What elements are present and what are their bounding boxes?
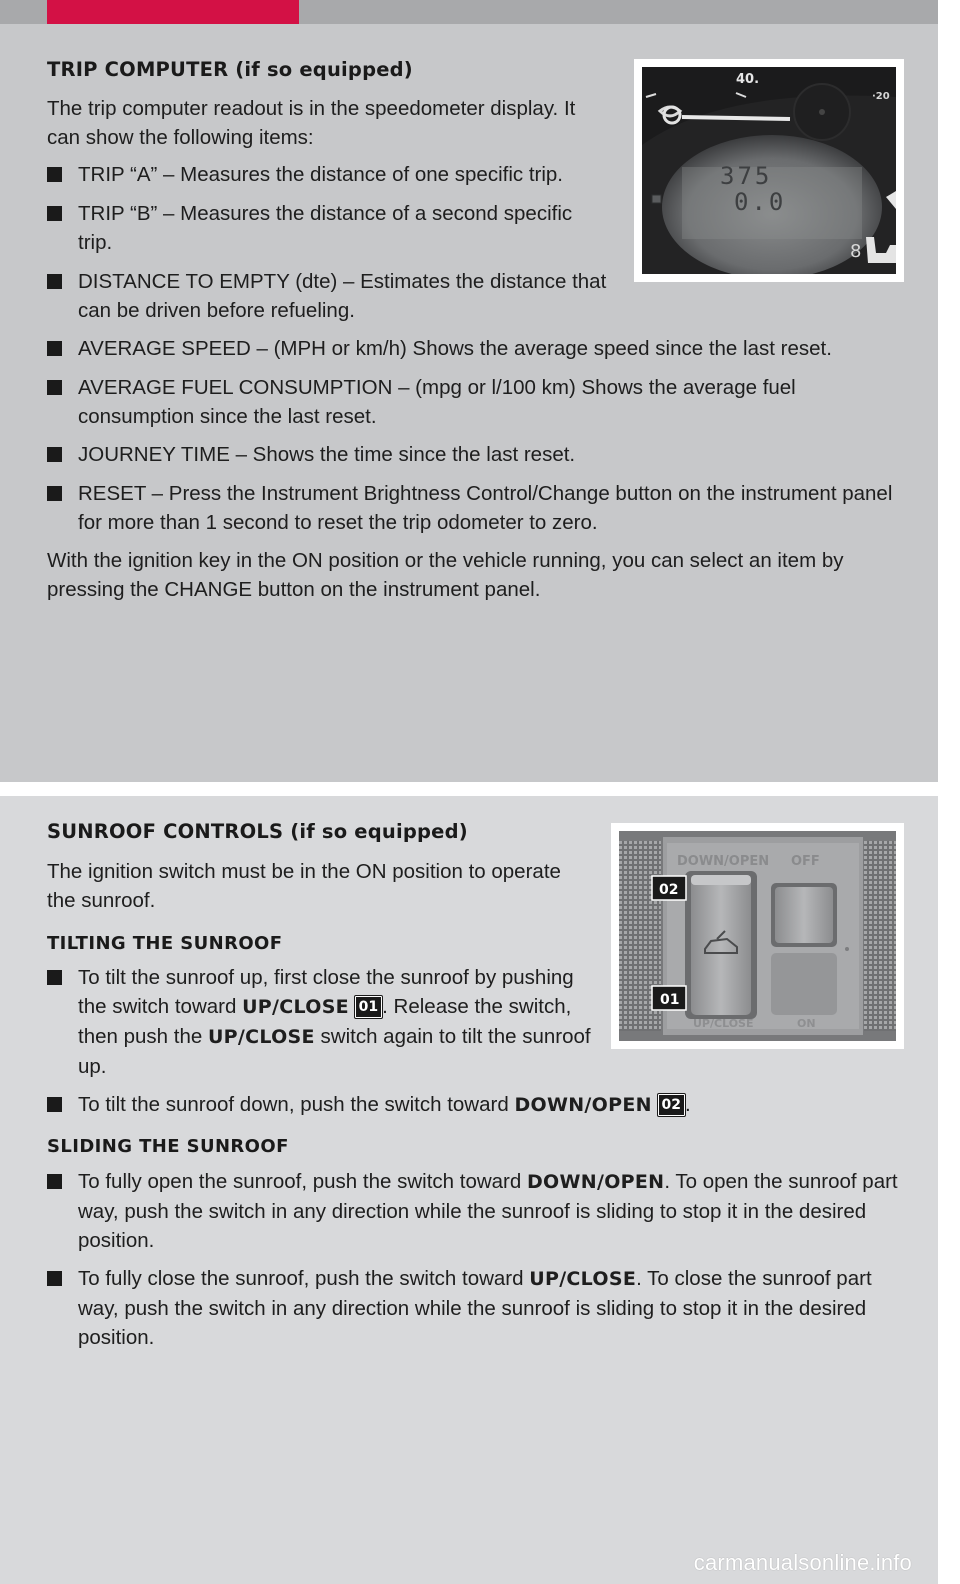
up-close-label: UP/CLOSE	[207, 1026, 315, 1048]
list-item: TRIP “B” – Measures the distance of a second specific trip.	[47, 199, 608, 257]
sunroof-heading: SUNROOF CONTROLS (if so equipped)	[47, 820, 468, 843]
list-item: AVERAGE FUEL CONSUMPTION – (mpg or l/100 km) Shows the average fuel consumption since the last reset.	[47, 373, 898, 431]
item-text: . To open the sunroof part way, push the switch in any direction while the sunroof is sliding to stop it in the desired position.	[78, 1170, 898, 1252]
up-close-label: UP/CLOSE	[242, 996, 349, 1018]
sunroof-panel	[0, 796, 938, 1584]
interior-light-switch	[775, 887, 833, 943]
list-item: TRIP “A” – Measures the distance of one specific trip.	[47, 160, 608, 189]
page-edge	[938, 0, 960, 1584]
list-item	[47, 963, 593, 1081]
list-item	[47, 1264, 908, 1352]
switch-label-off: OFF	[791, 854, 820, 869]
gauge-label-8: 8	[850, 241, 862, 262]
trip-computer-intro: The trip computer readout is in the speedometer display. It can show the following items:	[47, 97, 576, 149]
trip-computer-closing: With the ignition key in the ON position or the vehicle running, you can select an item by pressing the CHANGE button on the instrument panel.	[47, 549, 844, 601]
item-text: To fully close the sunroof, push the switch toward	[78, 1267, 530, 1290]
item-text: switch again to tilt the sunroof up.	[78, 1025, 591, 1078]
down-open-label: DOWN/OPEN	[526, 1171, 665, 1193]
callout-02: 02	[658, 1094, 685, 1116]
callout-01: 01	[355, 996, 382, 1018]
photo-callout-01: 01	[660, 992, 680, 1008]
item-text: . To close the sunroof part way, push the switch in any direction while the sunroof is sliding to stop it in the desired position.	[78, 1267, 872, 1349]
switch-label-up-close: UP/CLOSE	[693, 1017, 754, 1030]
item-text: .	[685, 1093, 691, 1116]
gauge-label-40: 40.	[736, 72, 760, 87]
speedometer-display-image	[642, 67, 896, 274]
watermark: carmanualsonline.info	[693, 1550, 912, 1575]
list-item	[47, 1167, 908, 1255]
list-item: JOURNEY TIME – Shows the time since the last reset.	[47, 440, 898, 469]
item-text: . Release the switch, then push the	[78, 995, 572, 1048]
tilting-heading: TILTING THE SUNROOF	[47, 933, 283, 954]
up-close-label: UP/CLOSE	[529, 1268, 637, 1290]
list-item: AVERAGE SPEED – (MPH or km/h) Shows the average speed since the last reset.	[47, 334, 908, 363]
sunroof-switch-image	[619, 831, 896, 1041]
down-open-label: DOWN/OPEN	[514, 1094, 652, 1116]
item-text: To tilt the sunroof up, first close the sunroof by pushing the switch toward	[78, 966, 574, 1018]
trip-computer-heading: TRIP COMPUTER (if so equipped)	[47, 58, 413, 81]
top-bar-accent	[47, 0, 299, 24]
switch-label-down-open: DOWN/OPEN	[677, 854, 770, 869]
sunroof-rocker-switch	[691, 875, 751, 1015]
list-item: DISTANCE TO EMPTY (dte) – Estimates the distance that can be driven before refueling.	[47, 267, 608, 325]
trip-display-photo	[634, 59, 904, 282]
fuel-icon	[652, 195, 661, 203]
gauge-label-20: ·20	[872, 91, 890, 102]
photo-callout-02: 02	[659, 882, 679, 898]
sunroof-switch-photo	[611, 823, 904, 1049]
item-text: To fully open the sunroof, push the switch toward	[78, 1170, 527, 1193]
trip-computer-panel	[0, 24, 938, 782]
switch-label-on: ON	[797, 1017, 816, 1030]
list-item	[47, 1090, 908, 1120]
sunroof-intro: The ignition switch must be in the ON position to operate the sunroof.	[47, 860, 561, 912]
readout-line-1: 375	[720, 162, 773, 190]
list-item: RESET – Press the Instrument Brightness Control/Change button on the instrument panel for more than 1 second to reset the trip odometer to zero.	[47, 479, 898, 537]
readout-line-2: 0.0	[734, 188, 787, 216]
item-text: To tilt the sunroof down, push the switch toward	[78, 1093, 515, 1116]
sliding-heading: SLIDING THE SUNROOF	[47, 1136, 289, 1157]
